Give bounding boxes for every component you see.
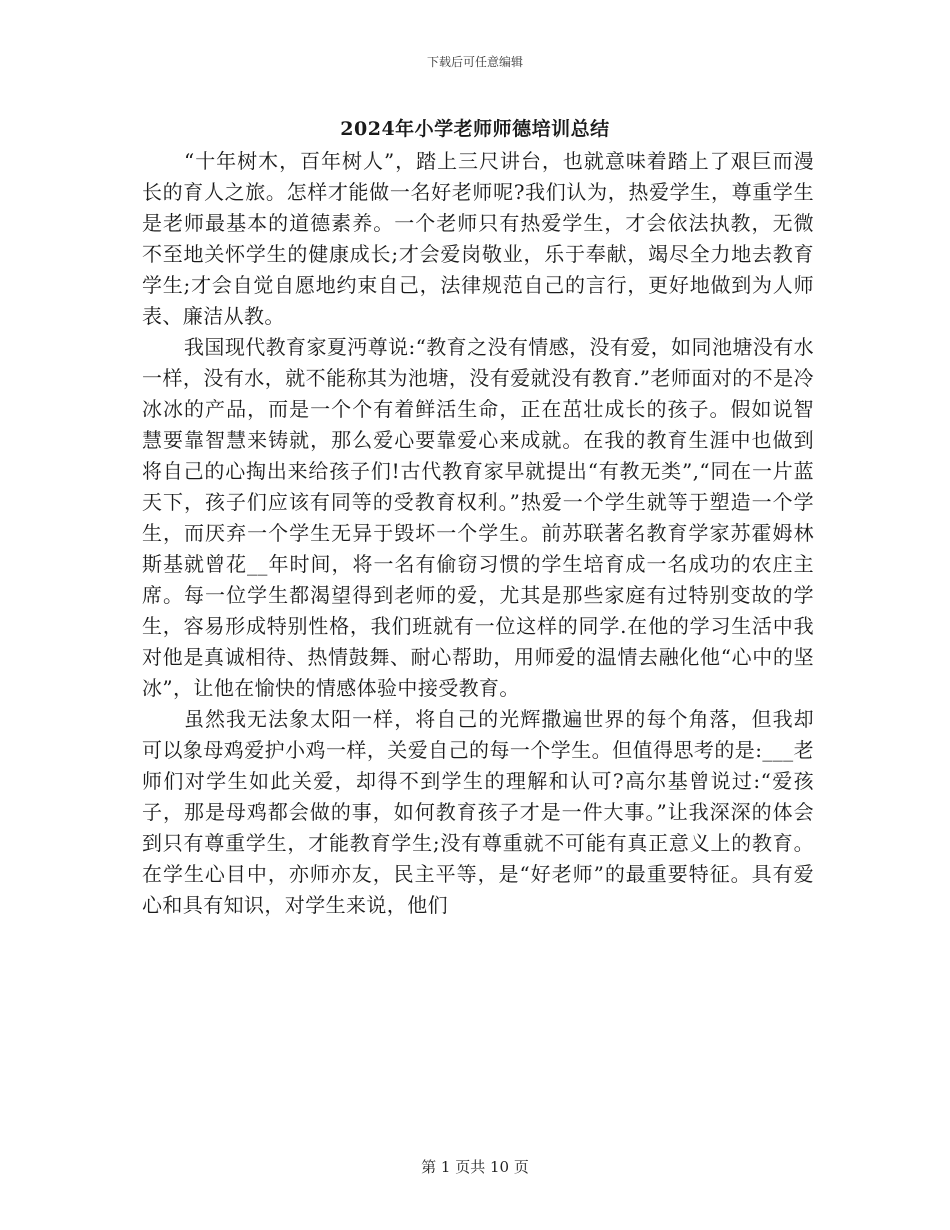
document-body (142, 146, 814, 921)
paragraph-1: “十年树木，百年树人”，踏上三尺讲台，也就意味着踏上了艰巨而漫长的育人之旅。怎样才能做一名好老师呢?我们认为，热爱学生，尊重学生是老师最基本的道德素养。一个老师只有热爱学生，才会依法执教，无微不至地关怀学生的健康成长;才会爱岗敬业，乐于奉献，竭尽全力地去教育学生;才会自觉自愿地约束自己，法律规范自己的言行，更好地做到为人师表、廉洁从教。 (142, 149, 814, 328)
document-title: 2024年小学老师师德培训总结 (340, 118, 610, 140)
page-header-note: 下载后可任意编辑 (426, 55, 523, 69)
paragraph-2: 我国现代教育家夏沔尊说:“教育之没有情感，没有爱，如同池塘没有水一样，没有水，就不能称其为池塘，没有爱就没有教育.”老师面对的不是冷冰冰的产品，而是一个个有着鲜活生命，正在茁壮成长的孩子。假如说智慧要靠智慧来铸就，那么爱心要靠爱心来成就。在我的教育生涯中也做到将自己的心掏出来给孩子们!古代教育家早就提出“有教无类”,“同在一片蓝天下，孩子们应该有同等的受教育权利。”热爱一个学生就等于塑造一个学生，而厌弃一个学生无异于毁坏一个学生。前苏联著名教育学家苏霍姆林斯基就曾花__年时间，将一名有偷窃习惯的学生培育成一名成功的农庄主席。每一位学生都渴望得到老师的爱，尤其是那些家庭有过特别变故的学生，容易形成特别性格，我们班就有一位这样的同学.在他的学习生活中我对他是真诚相待、热情鼓舞、耐心帮助，用师爱的温情去融化他“心中的坚冰”，让他在愉快的情感体验中接受教育。 (142, 335, 814, 700)
paragraph-3: 虽然我无法象太阳一样，将自己的光辉撒遍世界的每个角落，但我却可以象母鸡爱护小鸡一样，关爱自己的每一个学生。但值得思考的是:___老师们对学生如此关爱，却得不到学生的理解和认可?高尔基曾说过:“爱孩子，那是母鸡都会做的事，如何教育孩子才是一件大事。”让我深深的体会到只有尊重学生，才能教育学生;没有尊重就不可能有真正意义上的教育。在学生心目中，亦师亦友，民主平等，是“好老师”的最重要特征。具有爱心和具有知识，对学生来说，他们 (142, 707, 814, 917)
page-number-footer: 第 1 页共 10 页 (421, 1158, 529, 1176)
